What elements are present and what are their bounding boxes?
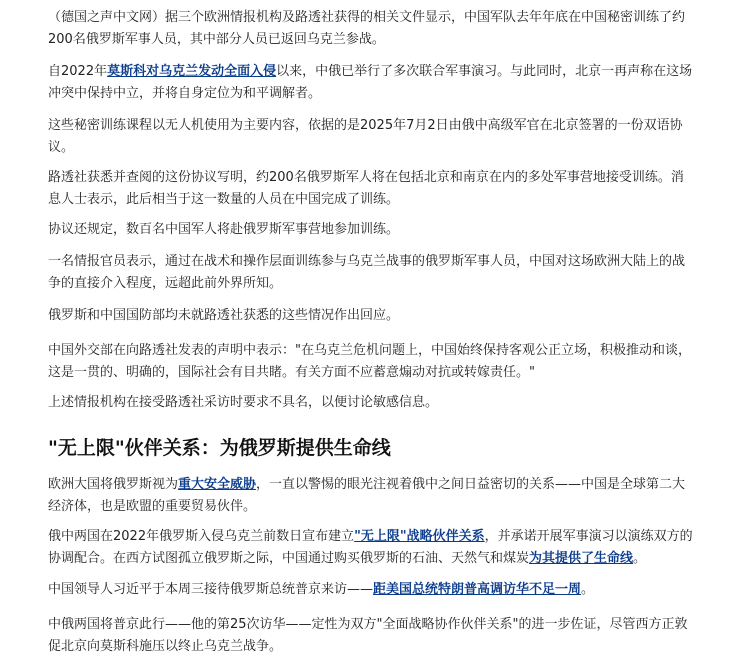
paragraph-line [48,526,716,548]
paragraph-3 [48,115,716,159]
paragraph-line: 冲突中保持中立，并将自身定位为和平调解者。 [48,86,322,101]
paragraph-line: 路透社获悉并查阅的这份协议写明，约200名俄罗斯军人将在包括北京和南京在内的多处军事营地接受训练。消 [48,170,684,185]
paragraph-line [48,474,716,496]
paragraph-10 [48,474,716,518]
paragraph-line: 经济体，也是欧盟的重要贸易伙伴。 [48,499,257,514]
paragraph-9 [48,392,716,414]
paragraph-line: 200名俄罗斯军事人员，其中部分人员已返回乌克兰参战。 [48,32,385,47]
paragraph-4 [48,167,716,211]
paragraph-7 [48,305,716,327]
text-run: 俄中两国在2022年俄罗斯入侵乌克兰前数日宣布建立 [48,529,355,544]
paragraph-8 [48,340,716,384]
paragraph-11 [48,526,716,570]
text-run: 。 [581,582,595,597]
link-trump-visit[interactable]: 距美国总统特朗普高调访华不足一周 [373,582,582,597]
link-lifeline[interactable]: 为其提供了生命线 [529,551,634,566]
link-major-security-threat[interactable]: 重大安全威胁 [178,477,257,492]
paragraph-line: 这些秘密训练课程以无人机使用为主要内容，依据的是2025年7月2日由俄中高级军官在北京签署的一份双语协 [48,118,683,133]
paragraph-line: 协议还规定，数百名中国军人将赴俄罗斯军事营地参加训练。 [48,222,400,237]
paragraph-2 [48,61,716,105]
link-no-limits-partnership[interactable]: "无上限"战略伙伴关系 [354,529,485,544]
paragraph-line [48,548,716,570]
text-run: 中国领导人习近平于本周三接待俄罗斯总统普京来访—— [48,582,374,597]
paragraph-line: 促北京向莫斯科施压以终止乌克兰战争。 [48,639,283,654]
section-heading: "无上限"伙伴关系：为俄罗斯提供生命线 [48,437,391,459]
paragraph-13 [48,614,716,658]
paragraph-line: 争的直接介入程度，远超此前外界所知。 [48,276,283,291]
text-run: 。 [633,551,647,566]
text-run: ，并承诺开展军事演习以演练双方的 [484,529,693,544]
link-full-scale-invasion[interactable]: 莫斯科对乌克兰发动全面入侵 [107,64,277,79]
paragraph-line: 议。 [48,140,75,155]
paragraph-line: （德国之声中文网）据三个欧洲情报机构及路透社获得的相关文件显示，中国军队去年年底在中国秘密训练了约 [48,10,686,25]
text-run: ，一直以警惕的眼光注视着俄中之间日益密切的关系——中国是全球第二大 [256,477,686,492]
text-run: 以来，中俄已举行了多次联合军事演习。与此同时，北京一再声称在这场 [276,64,693,79]
text-run: 欧洲大国将俄罗斯视为 [48,477,179,492]
paragraph-line: 中国外交部在向路透社发表的声明中表示："在乌克兰危机问题上，中国始终保持客观公正立场，积极推动和谈， [48,343,691,358]
paragraph-line: 俄罗斯和中国国防部均未就路透社获悉的这些情况作出回应。 [48,308,400,323]
paragraph-1 [48,7,716,51]
text-run: 协调配合。在西方试图孤立俄罗斯之际，中国通过购买俄罗斯的石油、天然气和煤炭 [48,551,530,566]
paragraph-line: 息人士表示，此后相当于这一数量的人员在中国完成了训练。 [48,192,400,207]
paragraph-line: 一名情报官员表示，通过在战术和操作层面训练参与乌克兰战事的俄罗斯军事人员，中国对这场欧洲大陆上的战 [48,254,686,269]
paragraph-5 [48,219,716,241]
paragraph-line [48,579,716,601]
paragraph-line [48,61,716,83]
paragraph-12 [48,579,716,601]
text-run: 自2022年 [48,64,108,79]
paragraph-line: 上述情报机构在接受路透社采访时要求不具名，以便讨论敏感信息。 [48,395,439,410]
paragraph-line: 中俄两国将普京此行——他的第25次访华——定性为双方"全面战略协作伙伴关系"的进一步佐证，尽管西方正敦 [48,617,688,632]
paragraph-6 [48,251,716,295]
paragraph-line: 这是一贯的、明确的，国际社会有目共睹。有关方面不应蓄意煽动对抗或转嫁责任。" [48,365,535,380]
